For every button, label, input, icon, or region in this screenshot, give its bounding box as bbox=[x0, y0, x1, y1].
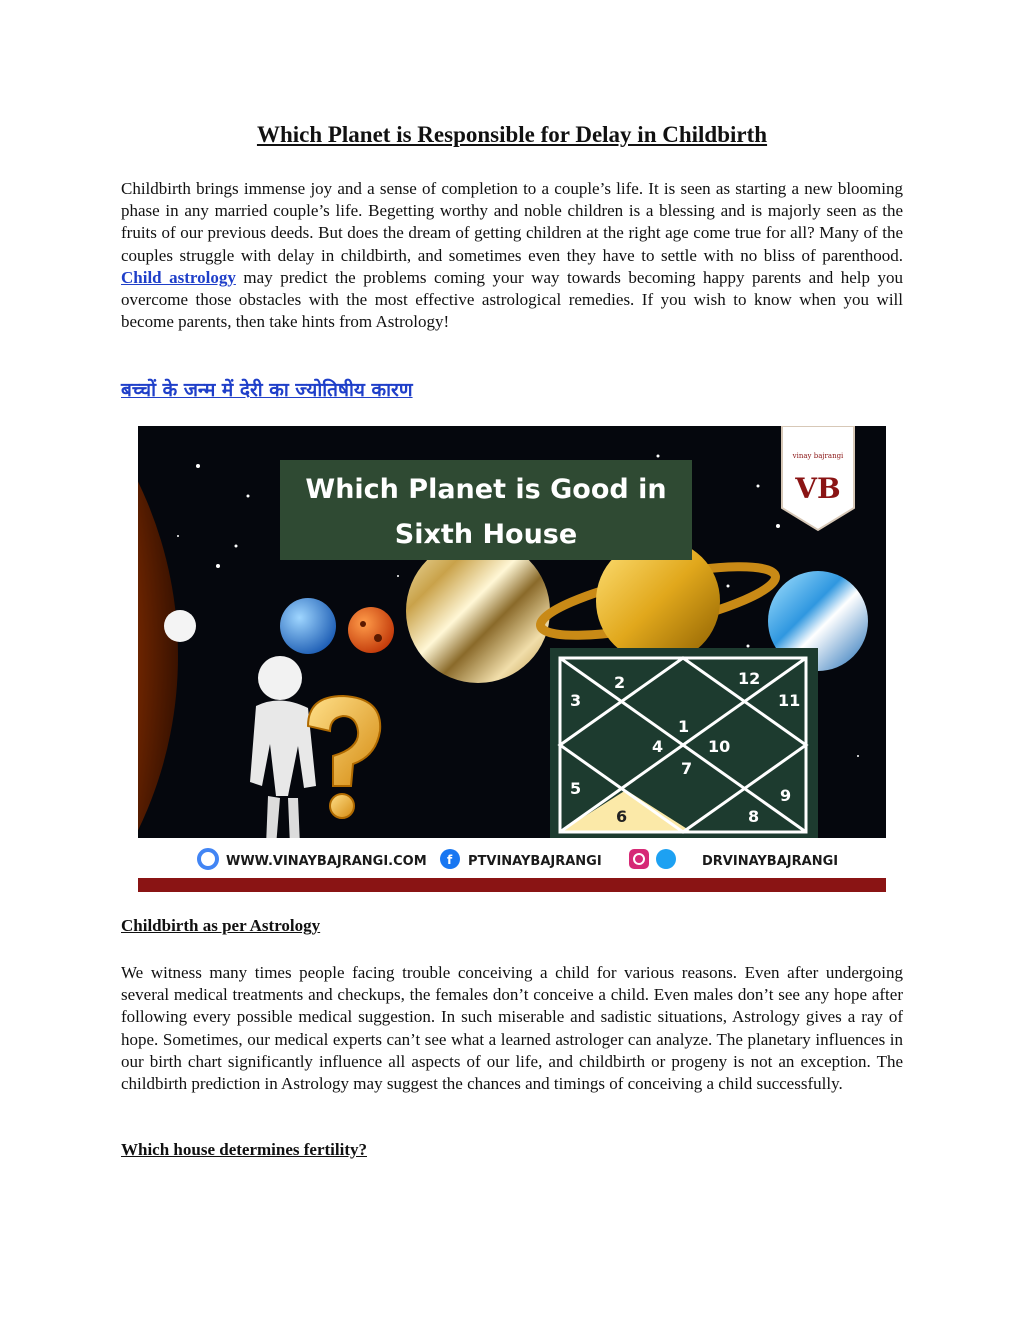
chart-number: 6 bbox=[616, 807, 628, 826]
chart-number: 8 bbox=[748, 807, 760, 826]
page-title: Which Planet is Responsible for Delay in Childbirth bbox=[256, 122, 768, 147]
earth bbox=[280, 598, 336, 654]
chart-number: 3 bbox=[570, 691, 582, 710]
intro-text-before: Childbirth brings immense joy and a sense of completion to a couple’s life. It is seen as starting a new blooming phase in any married couple’s life. Begetting worthy and noble children is a blessing and is majorly seen as the fruits of our previous deeds. But does the dream of getting children at the right age come true for all? Many of the couples struggle with delay in childbirth, and sometimes even they have to settle with no bliss of parenthood. bbox=[121, 179, 903, 265]
banner-image bbox=[138, 426, 886, 892]
mercury bbox=[164, 610, 196, 642]
footer-social: DRVINAYBAJRANGI bbox=[702, 854, 839, 869]
chart-number: 7 bbox=[681, 759, 693, 778]
footer-facebook: PTVINAYBAJRANGI bbox=[468, 854, 602, 869]
jupiter bbox=[406, 539, 550, 683]
headline-line-1: Which Planet is Good in bbox=[305, 474, 667, 505]
svg-text:f: f bbox=[447, 853, 453, 867]
chart-number: 11 bbox=[778, 691, 801, 710]
child-astrology-link[interactable]: Child astrology bbox=[121, 267, 236, 287]
section-heading-fertility-house: Which house determines fertility? bbox=[121, 1140, 367, 1159]
chart-number: 5 bbox=[570, 779, 582, 798]
chart-number: 10 bbox=[708, 737, 731, 756]
twitter-icon bbox=[656, 849, 676, 869]
logo-mark: VB bbox=[795, 472, 841, 505]
section-paragraph-childbirth: We witness many times people facing trouble conceiving a child for various reasons. Even after undergoing several medical treatments and checkups, the females don’t conceive a child. Even males don’t see any hope after following every possible medical suggestion. In such miserable and sadistic situations, Astrology gives a ray of hope. Sometimes, our medical experts can’t see what a learned astrologer can analyze. The planetary influences in our birth chart significantly influence all aspects of our life, and childbirth or progeny is not an exception. The childbirth prediction in Astrology may suggest the chances and timings of conceiving a child successfully. bbox=[121, 963, 903, 1094]
intro-paragraph bbox=[121, 178, 903, 333]
logo-text: vinay bajrangi bbox=[792, 452, 844, 460]
chart-number: 2 bbox=[614, 673, 626, 692]
birth-chart bbox=[550, 648, 818, 844]
chart-number: 4 bbox=[652, 737, 664, 756]
section-heading-childbirth-astrology: Childbirth as per Astrology bbox=[121, 916, 321, 935]
chart-number: 9 bbox=[780, 786, 792, 805]
intro-text-after: may predict the problems coming your way towards becoming happy parents and help you overcome those obstacles with the most effective astrological remedies. If you wish to know when you will become parents, then take hints from Astrology! bbox=[121, 267, 904, 332]
hindi-heading-link[interactable]: बच्चों के जन्म में देरी का ज्योतिषीय कारण bbox=[121, 379, 413, 401]
footer-website: WWW.VINAYBAJRANGI.COM bbox=[226, 854, 427, 869]
footer-bar bbox=[138, 878, 886, 892]
mars bbox=[348, 607, 394, 653]
chart-number: 12 bbox=[738, 669, 761, 688]
chart-number: 1 bbox=[678, 717, 690, 736]
instagram-icon bbox=[629, 849, 649, 869]
headline-line-2: Sixth House bbox=[394, 519, 578, 550]
